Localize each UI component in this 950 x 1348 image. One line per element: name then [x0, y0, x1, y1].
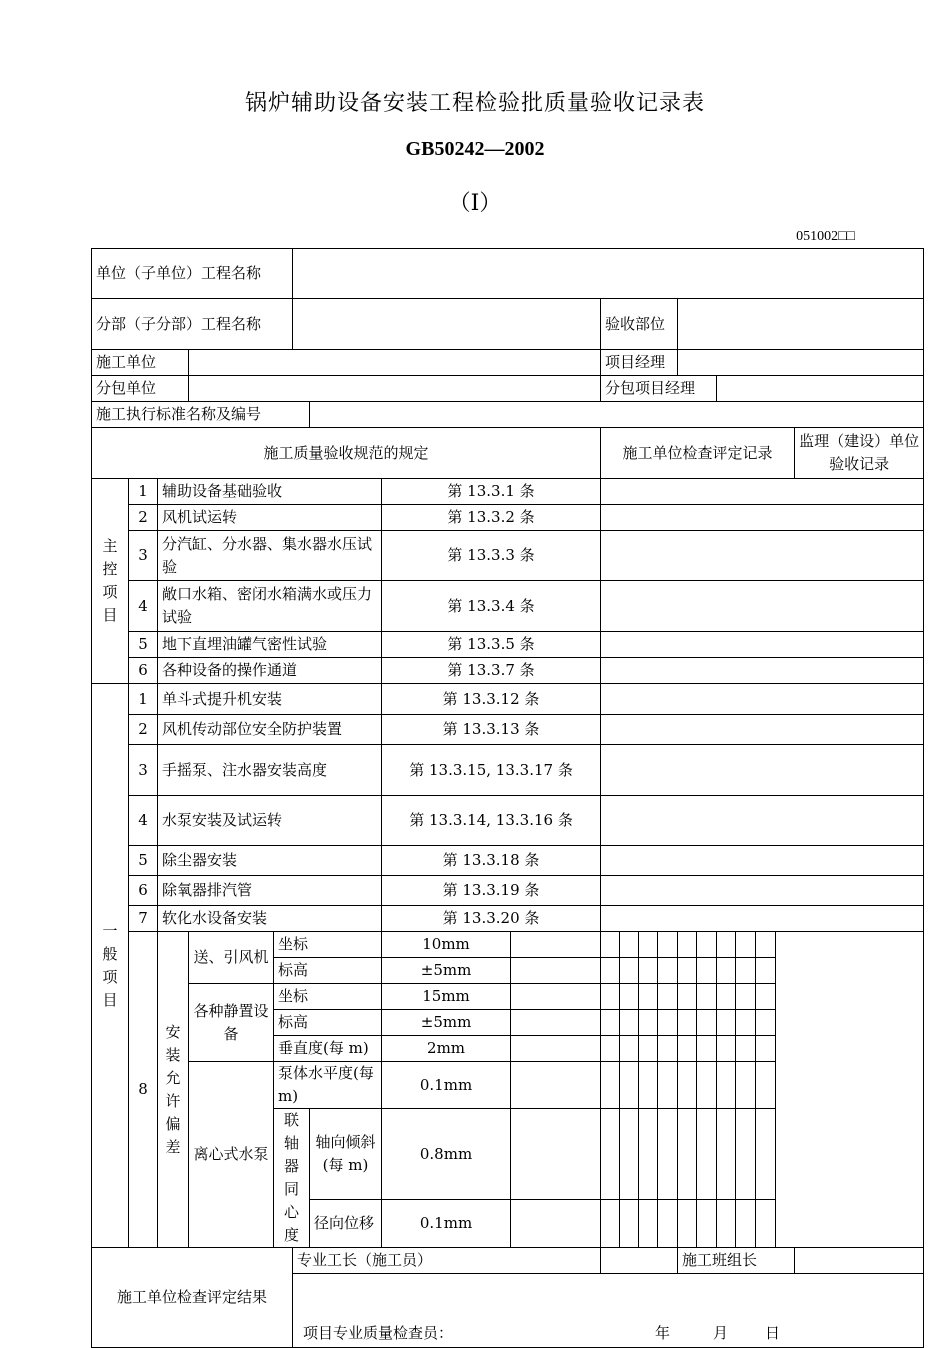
main-item-record[interactable] — [601, 658, 924, 684]
measure-cell[interactable] — [717, 1200, 736, 1248]
measure-cell[interactable] — [678, 1109, 697, 1200]
measure-cell[interactable] — [717, 1010, 736, 1036]
deviation-row-value: 0.8mm — [382, 1109, 511, 1200]
measure-cell[interactable] — [697, 1062, 717, 1109]
measure-cell[interactable] — [697, 984, 717, 1010]
measure-cell[interactable] — [736, 984, 756, 1010]
supervision-header: 监理（建设）单位验收记录 — [795, 428, 924, 479]
main-items-label: 主 控 项 目 — [92, 479, 129, 684]
measure-cell[interactable] — [511, 958, 601, 984]
measure-cell[interactable] — [639, 958, 658, 984]
inspector-label: 项目专业质量检查员： — [303, 1324, 454, 1342]
measure-cell[interactable] — [639, 984, 658, 1010]
measure-cell[interactable] — [620, 1200, 639, 1248]
measure-cell[interactable] — [658, 1036, 678, 1062]
measure-cell[interactable] — [601, 932, 620, 958]
measure-cell[interactable] — [601, 1109, 620, 1200]
measure-cell[interactable] — [639, 932, 658, 958]
general-item-name: 软化水设备安装 — [158, 906, 382, 932]
measure-cell[interactable] — [717, 1036, 736, 1062]
measure-cell[interactable] — [697, 932, 717, 958]
main-item-no: 4 — [129, 581, 158, 632]
measure-cell[interactable] — [511, 1010, 601, 1036]
measure-cell[interactable] — [639, 1036, 658, 1062]
measure-cell[interactable] — [511, 1200, 601, 1248]
measure-cell[interactable] — [756, 1010, 776, 1036]
accept-part-label: 验收部位 — [601, 299, 678, 350]
main-item-name: 风机试运转 — [158, 505, 382, 531]
general-item-record[interactable] — [601, 796, 924, 846]
exec-standard-label: 施工执行标准名称及编号 — [92, 402, 310, 428]
measure-cell[interactable] — [697, 1036, 717, 1062]
measure-cell[interactable] — [601, 1200, 620, 1248]
general-item-clause: 第 13.3.20 条 — [382, 906, 601, 932]
measure-cell[interactable] — [736, 932, 756, 958]
measure-cell[interactable] — [620, 1010, 639, 1036]
general-item-no: 1 — [129, 684, 158, 715]
deviation-row-value: ±5mm — [382, 1010, 511, 1036]
measure-cell[interactable] — [717, 932, 736, 958]
date-day: 日 — [765, 1324, 781, 1342]
deviation-row-name: 标高 — [274, 958, 382, 984]
main-item-no: 1 — [129, 479, 158, 505]
measure-cell[interactable] — [639, 1010, 658, 1036]
deviation-row-name: 径向位移 — [310, 1200, 382, 1248]
general-item-record[interactable] — [601, 906, 924, 932]
main-item-name: 各种设备的操作通道 — [158, 658, 382, 684]
measure-cell[interactable] — [601, 1062, 620, 1109]
accept-part-value[interactable] — [678, 299, 924, 350]
measure-cell[interactable] — [717, 984, 736, 1010]
construction-unit-value[interactable] — [189, 350, 601, 376]
general-item-no: 7 — [129, 906, 158, 932]
general-item-name: 手摇泵、注水器安装高度 — [158, 745, 382, 796]
project-manager-label: 项目经理 — [601, 350, 678, 376]
general-item-clause: 第 13.3.12 条 — [382, 684, 601, 715]
measure-cell[interactable] — [658, 1200, 678, 1248]
main-item-no: 3 — [129, 531, 158, 581]
deviation-row-value: 2mm — [382, 1036, 511, 1062]
main-item-clause: 第 13.3.7 条 — [382, 658, 601, 684]
measure-cell[interactable] — [736, 1062, 756, 1109]
deviation-row-value: ±5mm — [382, 958, 511, 984]
page-title: 锅炉辅助设备安装工程检验批质量验收记录表 — [244, 91, 705, 116]
deviation-row-name: 标高 — [274, 1010, 382, 1036]
measure-cell[interactable] — [717, 958, 736, 984]
general-item-no: 6 — [129, 876, 158, 906]
measure-cell[interactable] — [620, 932, 639, 958]
measure-cell[interactable] — [639, 1200, 658, 1248]
general-item-no: 2 — [129, 715, 158, 745]
measure-cell[interactable] — [511, 1062, 601, 1109]
measure-cell[interactable] — [678, 1036, 697, 1062]
measure-cell[interactable] — [658, 1062, 678, 1109]
measure-cell[interactable] — [601, 984, 620, 1010]
construction-unit-label: 施工单位 — [92, 350, 189, 376]
main-item-clause: 第 13.3.2 条 — [382, 505, 601, 531]
measure-cell[interactable] — [658, 984, 678, 1010]
deviation-row-name: 垂直度(每 m) — [274, 1036, 382, 1062]
main-item-no: 5 — [129, 632, 158, 658]
exec-standard-value[interactable] — [310, 402, 924, 428]
general-item-clause: 第 13.3.19 条 — [382, 876, 601, 906]
general-item-clause: 第 13.3.14, 13.3.16 条 — [382, 796, 601, 846]
result-label: 施工单位检查评定结果 — [92, 1248, 293, 1348]
measure-cell[interactable] — [756, 1036, 776, 1062]
deviation-row-value: 10mm — [382, 932, 511, 958]
inspector-signature-area[interactable] — [293, 1274, 924, 1348]
general-item-clause: 第 13.3.13 条 — [382, 715, 601, 745]
general-item-name: 除尘器安装 — [158, 846, 382, 876]
inspection-form — [91, 248, 924, 1348]
deviation-label: 安 装 允 许 偏 差 — [158, 932, 189, 1248]
sub-project-manager-value[interactable] — [717, 376, 924, 402]
measure-cell[interactable] — [736, 1010, 756, 1036]
measure-cell[interactable] — [620, 984, 639, 1010]
unit-project-label: 单位（子单位）工程名称 — [92, 249, 293, 299]
general-item-no: 5 — [129, 846, 158, 876]
date-month: 月 — [713, 1324, 729, 1342]
pump-group-label: 离心式水泵 — [189, 1062, 274, 1248]
measure-cell[interactable] — [620, 1109, 639, 1200]
main-item-record[interactable] — [601, 505, 924, 531]
check-record-header: 施工单位检查评定记录 — [601, 428, 795, 479]
measure-cell[interactable] — [658, 932, 678, 958]
general-item-clause: 第 13.3.18 条 — [382, 846, 601, 876]
sub-project-value[interactable] — [293, 299, 601, 350]
measure-cell[interactable] — [639, 1062, 658, 1109]
general-items-label: 一 般 项 目 — [92, 684, 129, 1248]
deviation-row-value: 0.1mm — [382, 1062, 511, 1109]
main-item-name: 敞口水箱、密闭水箱满水或压力试验 — [158, 581, 382, 632]
measure-cell[interactable] — [678, 958, 697, 984]
measure-cell[interactable] — [620, 958, 639, 984]
measure-cell[interactable] — [658, 958, 678, 984]
measure-cell[interactable] — [756, 932, 776, 958]
deviation-row-value: 0.1mm — [382, 1200, 511, 1248]
measure-cell[interactable] — [678, 932, 697, 958]
measure-cell[interactable] — [620, 1036, 639, 1062]
main-item-clause: 第 13.3.3 条 — [382, 531, 601, 581]
general-item-record[interactable] — [601, 745, 924, 796]
main-item-record[interactable] — [601, 581, 924, 632]
measure-cell[interactable] — [639, 1109, 658, 1200]
measure-cell[interactable] — [511, 984, 601, 1010]
deviation-row-value: 15mm — [382, 984, 511, 1010]
roman-numeral: （Ⅰ） — [448, 190, 502, 215]
measure-cell[interactable] — [620, 1062, 639, 1109]
subcontract-unit-label: 分包单位 — [92, 376, 189, 402]
measure-cell[interactable] — [756, 958, 776, 984]
deviation-row-name: 轴向倾斜(每 m) — [310, 1109, 382, 1200]
measure-cell[interactable] — [601, 958, 620, 984]
measure-cell[interactable] — [658, 1010, 678, 1036]
general-item-record[interactable] — [601, 684, 924, 715]
measure-cell[interactable] — [756, 1062, 776, 1109]
measure-cell[interactable] — [736, 958, 756, 984]
sub-project-manager-label: 分包项目经理 — [601, 376, 717, 402]
main-item-name: 分汽缸、分水器、集水器水压试验 — [158, 531, 382, 581]
sub-project-label: 分部（子分部）工程名称 — [92, 299, 293, 350]
date-year: 年 — [655, 1324, 671, 1342]
coupling-label: 联轴器同心度 — [274, 1109, 310, 1248]
measure-cell[interactable] — [717, 1109, 736, 1200]
fan-group-label: 送、引风机 — [189, 932, 274, 984]
main-item-clause: 第 13.3.1 条 — [382, 479, 601, 505]
measure-cell[interactable] — [511, 1109, 601, 1200]
general-item-clause: 第 13.3.15, 13.3.17 条 — [382, 745, 601, 796]
main-item-name: 辅助设备基础验收 — [158, 479, 382, 505]
measure-cell[interactable] — [678, 984, 697, 1010]
deviation-row-name: 坐标 — [274, 932, 382, 958]
general-item-record[interactable] — [601, 846, 924, 876]
team-leader-label: 施工班组长 — [678, 1248, 795, 1274]
form-code: 051002□□ — [796, 229, 855, 244]
project-manager-value[interactable] — [678, 350, 924, 376]
main-item-name: 地下直埋油罐气密性试验 — [158, 632, 382, 658]
measure-cell[interactable] — [678, 1062, 697, 1109]
general-item-no: 3 — [129, 745, 158, 796]
main-item-clause: 第 13.3.5 条 — [382, 632, 601, 658]
deviation-item-no: 8 — [129, 932, 158, 1248]
team-leader-signature[interactable] — [795, 1248, 924, 1274]
foreman-label: 专业工长（施工员） — [293, 1248, 601, 1274]
measure-cell[interactable] — [658, 1109, 678, 1200]
measure-cell[interactable] — [756, 1109, 776, 1200]
general-item-name: 水泵安装及试运转 — [158, 796, 382, 846]
measure-cell[interactable] — [697, 958, 717, 984]
measure-cell[interactable] — [697, 1200, 717, 1248]
main-item-record[interactable] — [601, 531, 924, 581]
measure-cell[interactable] — [601, 1010, 620, 1036]
main-item-record[interactable] — [601, 479, 924, 505]
standard-code: GB50242—2002 — [405, 138, 545, 160]
general-item-no: 4 — [129, 796, 158, 846]
deviation-row-name: 泵体水平度(每 m) — [274, 1062, 382, 1109]
spec-column-header: 施工质量验收规范的规定 — [92, 428, 601, 479]
measure-cell[interactable] — [736, 1036, 756, 1062]
main-item-no: 6 — [129, 658, 158, 684]
foreman-signature[interactable] — [601, 1248, 678, 1274]
static-group-label: 各种静置设备 — [189, 984, 274, 1062]
measure-cell[interactable] — [511, 1036, 601, 1062]
main-item-no: 2 — [129, 505, 158, 531]
measure-cell[interactable] — [736, 1109, 756, 1200]
measure-cell[interactable] — [511, 932, 601, 958]
general-item-name: 风机传动部位安全防护装置 — [158, 715, 382, 745]
measure-cell[interactable] — [678, 1010, 697, 1036]
measure-cell[interactable] — [697, 1109, 717, 1200]
subcontract-unit-value[interactable] — [189, 376, 601, 402]
general-item-name: 除氧器排汽管 — [158, 876, 382, 906]
unit-project-value[interactable] — [293, 249, 924, 299]
measure-cell[interactable] — [736, 1200, 756, 1248]
deviation-row-name: 坐标 — [274, 984, 382, 1010]
measure-cell[interactable] — [756, 984, 776, 1010]
measure-cell[interactable] — [678, 1200, 697, 1248]
general-item-record[interactable] — [601, 715, 924, 745]
measure-cell[interactable] — [756, 1200, 776, 1248]
measure-cell[interactable] — [601, 1036, 620, 1062]
main-item-clause: 第 13.3.4 条 — [382, 581, 601, 632]
measure-cell[interactable] — [697, 1010, 717, 1036]
general-item-record[interactable] — [601, 876, 924, 906]
general-item-name: 单斗式提升机安装 — [158, 684, 382, 715]
main-item-record[interactable] — [601, 632, 924, 658]
measure-cell[interactable] — [717, 1062, 736, 1109]
